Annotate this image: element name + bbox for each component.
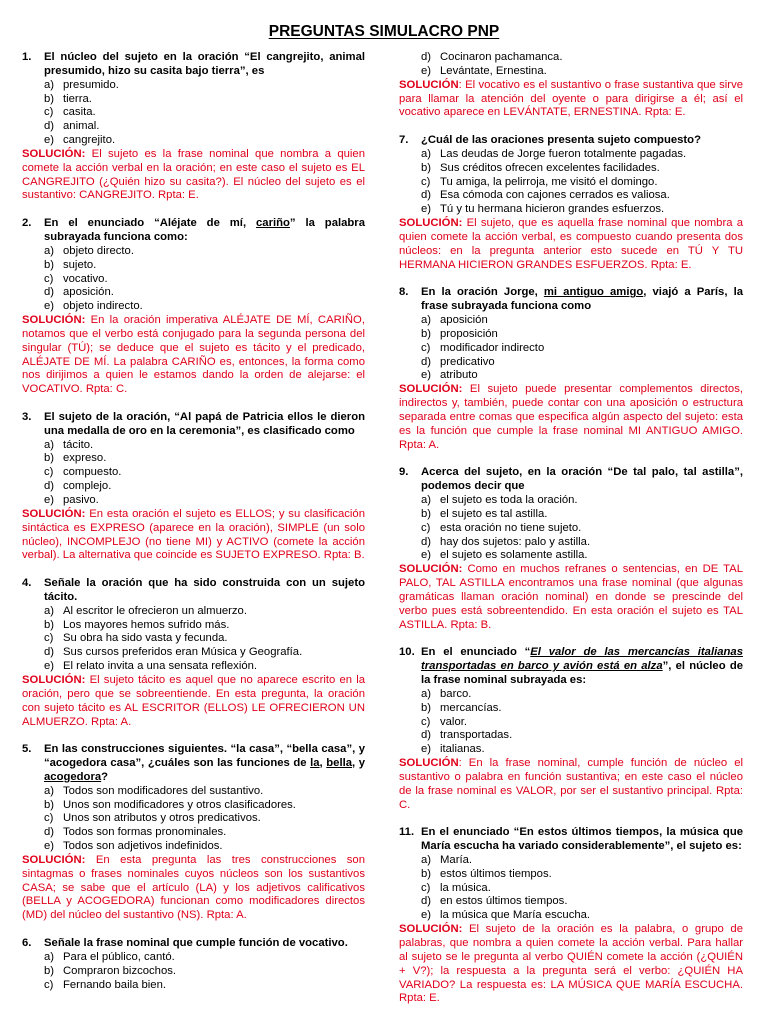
option-item (421, 51, 743, 65)
option-item (44, 452, 365, 466)
solution-body: En esta pregunta las tres construcciones son sintagmas o frases nominales cuyos núcleos son los sustantivos CASA; se sabe que el artículo (LA) y los adjetivos calificativos (BELLA y ACOGEDORA) funcionan como modificadores directos (MD) del núcleo del sustantivo (NS). Rpta: A. (22, 853, 365, 922)
question-text (421, 646, 743, 688)
option-text: hay dos sujetos: palo y astilla. (440, 535, 591, 548)
option-item (421, 868, 743, 882)
option-letter: c) (44, 812, 54, 825)
option-item (44, 605, 365, 619)
question-text-part: , viajó a París, la frase subrayada funciona como (421, 286, 743, 313)
option-letter: c) (421, 881, 431, 894)
solution-text (399, 383, 743, 452)
option-text: aposición. (63, 286, 114, 299)
solution-body: : El vocativo es el sustantivo o frase sustantiva que sirve para llamar la atención del oyente o para dirigirse a él; así el vocativo aparece en LEVÁNTATE, ERNESTINA. Rpta: E. (399, 78, 743, 119)
option-text: presumido. (63, 78, 119, 91)
option-text: Su obra ha sido vasta y fecunda. (63, 632, 228, 645)
option-letter: b) (44, 258, 55, 271)
option-letter: e) (44, 300, 55, 313)
question-text-part: Señale la oración que ha sido construida con un sujeto tácito. (44, 577, 365, 603)
solution-text (399, 757, 743, 812)
question-heading (22, 577, 365, 605)
option-letter: c) (44, 466, 54, 479)
solution-body: El sujeto puede presentar complementos directos, indirectos y, también, puede contar con una aposición o estructura separada entre comas que especifica algún aspecto del sujeto: esta es la función que cumple la frase nominal MI ANTIGUO AMIGO. Rpta: A. (399, 383, 743, 451)
question-block (399, 826, 743, 1006)
option-text: la música. (440, 881, 491, 894)
option-text: animal. (63, 120, 100, 133)
option-letter: a) (421, 314, 432, 327)
question-block (22, 743, 365, 923)
solution-label: SOLUCIÓN (399, 757, 459, 770)
question-text-part: En el enunciado “ (421, 646, 531, 659)
option-item (421, 65, 743, 79)
solution-text (22, 674, 365, 729)
options-list (44, 245, 365, 314)
option-item (44, 245, 365, 259)
option-item (421, 702, 743, 716)
option-text: predicativo (440, 355, 495, 368)
question-block (22, 411, 365, 563)
solution-body: En la oración imperativa ALÉJATE DE MÍ, CARIÑO, notamos que el verbo está conjugado para la segunda persona del singular (TÚ); se deduce que el sujeto es tácito y el predicado, ALÉJATE DE MÍ. La palabra CARIÑO es, entonces, la forma como nos dirijimos a quien le estamos dando la orden de alejarse: el VOCATIVO. Rpta: C. (22, 314, 365, 396)
solution-body: El sujeto es la frase nominal que nombra a quien comete la acción verbal en la oración; en este caso el sujeto es EL CANGREJITO (¿Quién hizo su casita?). El núcleo del sujeto es el sustantivo: CANGREJITO. Rpta: E. (22, 147, 365, 202)
option-item (421, 369, 743, 383)
option-letter: c) (421, 715, 431, 728)
question-block (22, 937, 365, 992)
underlined-text: mi antiguo amigo (543, 286, 644, 299)
question-text (421, 286, 743, 314)
solution-label: SOLUCIÓN: (399, 923, 463, 936)
option-item (421, 522, 743, 536)
question-number: 8. (399, 286, 409, 299)
option-item (44, 259, 365, 273)
question-text-part: En la oración Jorge, (421, 286, 544, 299)
option-text: Los mayores hemos sufrido más. (63, 618, 230, 631)
option-letter: e) (44, 494, 55, 506)
solution-text (22, 314, 365, 397)
question-number: 9. (399, 466, 409, 479)
question-heading (399, 286, 743, 314)
solution-body: : En la frase nominal, cumple función de núcleo el sustantivo o palabra en función sustantiva; en este caso el núcleo de la frase nominal es VALOR, por ser el sustantivo principal. Rpta: C. (399, 757, 743, 811)
right-column (399, 51, 743, 1020)
option-item (44, 812, 365, 826)
option-letter: e) (421, 909, 432, 922)
option-item (421, 895, 743, 909)
solution-text (399, 79, 743, 121)
option-letter: d) (421, 895, 432, 908)
option-letter: a) (44, 78, 55, 91)
option-letter: c) (421, 521, 431, 534)
question-text-part: ? (101, 770, 109, 783)
options-list (421, 314, 743, 383)
option-item (421, 328, 743, 342)
question-block (399, 134, 743, 272)
solution-label: SOLUCIÓN: (22, 147, 86, 160)
solution-label: SOLUCIÓN: (399, 217, 463, 230)
question-text-part: El sujeto de la oración, “Al papá de Patricia ellos le dieron una medalla de oro en la ceremonia”, es clasificado como (44, 410, 365, 437)
question-text (44, 217, 365, 245)
option-letter: b) (421, 507, 432, 520)
option-text: Sus cursos preferidos eran Música y Geografía. (63, 646, 303, 659)
underlined-text: acogedora (44, 770, 102, 783)
option-letter: a) (44, 438, 55, 451)
option-text: Las deudas de Jorge fueron totalmente pagadas. (440, 147, 687, 160)
option-letter: c) (44, 632, 54, 645)
option-text: sujeto. (63, 258, 97, 271)
option-text: Todos son formas pronominales. (63, 826, 227, 839)
option-letter: c) (421, 175, 431, 188)
options-list (44, 439, 365, 508)
question-heading (22, 411, 365, 439)
question-text-part: ¿Cuál de las oraciones presenta sujeto compuesto? (421, 134, 701, 147)
question-block (399, 286, 743, 452)
options-list (44, 785, 365, 854)
solution-text (399, 563, 743, 632)
option-item (44, 646, 365, 660)
option-text: Fernando baila bien. (63, 978, 167, 991)
question-block (22, 51, 365, 203)
option-item (421, 203, 743, 217)
option-text: complejo. (63, 480, 112, 493)
option-item (44, 785, 365, 799)
option-letter: a) (421, 494, 432, 506)
underlined-text: bella (326, 757, 353, 770)
question-number: 3. (22, 410, 32, 423)
option-text: estos últimos tiempos. (440, 867, 552, 880)
option-text: italianas. (440, 743, 485, 756)
option-item (421, 314, 743, 328)
option-letter: e) (44, 660, 55, 673)
option-text: Al escritor le ofrecieron un almuerzo. (63, 604, 247, 617)
option-item (44, 826, 365, 840)
question-heading (399, 466, 743, 494)
question-heading (22, 51, 365, 79)
option-text: el sujeto es toda la oración. (440, 494, 578, 506)
option-item (44, 300, 365, 314)
option-letter: a) (44, 784, 55, 797)
option-text: expreso. (63, 452, 107, 465)
option-text: modificador indirecto (440, 341, 545, 354)
option-text: Compraron bizcochos. (63, 964, 177, 977)
underlined-text: la (310, 757, 320, 770)
option-letter: d) (421, 189, 432, 202)
solution-body: El sujeto, que es aquella frase nominal que nombra a quien comete la acción verbal, es compuesto cuando presenta dos núcleos: en la pregunta anterior esto sucede en TÚ Y TU HERMANA HICIERON GRANDES ESFUERZOS. Rpta: E. (399, 217, 743, 271)
option-text: Esa cómoda con cajones cerrados es valiosa. (440, 189, 670, 202)
solution-label: SOLUCIÓN: (22, 673, 86, 686)
option-letter: a) (421, 853, 432, 866)
option-item (44, 951, 365, 965)
option-letter: b) (44, 964, 55, 977)
option-text: Unos son atributos y otros predicativos. (63, 812, 261, 825)
option-text: el sujeto es solamente astilla. (440, 549, 588, 562)
option-item (44, 632, 365, 646)
option-letter: e) (421, 64, 432, 77)
solution-body: Como en muchos refranes o sentencias, en DE TAL PALO, TAL ASTILLA encontramos una frase nominal (que algunas gramáticas llaman oración nominal) en donde se prescinde del verbo pues está sobreentendido. En esta oración el sujeto es TAL ASTILLA. Rpta: B. (399, 563, 743, 631)
question-number: 4. (22, 577, 32, 590)
option-item (44, 979, 365, 993)
option-item (44, 660, 365, 674)
option-letter: d) (421, 51, 432, 63)
question-number: 11. (399, 826, 415, 839)
option-letter: b) (421, 327, 432, 340)
underlined-text: cariño (256, 217, 290, 230)
question-text (44, 411, 365, 439)
question-heading (22, 743, 365, 785)
option-letter: e) (421, 369, 432, 382)
option-letter: e) (421, 549, 432, 562)
question-block (22, 577, 365, 729)
option-text: Levántate, Ernestina. (440, 64, 547, 77)
option-item (421, 162, 743, 176)
option-text: en estos últimos tiempos. (440, 895, 568, 908)
option-letter: e) (421, 203, 432, 216)
underlined-text: El valor de las mercancías italianas transportadas en barco y avión está en alza (421, 646, 743, 673)
option-letter: c) (44, 272, 54, 285)
solution-label: SOLUCIÓN: (22, 314, 86, 327)
option-item (421, 342, 743, 356)
question-text-part: ” la palabra subrayada funciona como: (44, 217, 365, 243)
option-letter: d) (44, 286, 55, 299)
option-letter: d) (44, 480, 55, 493)
option-text: Todos son adjetivos indefinidos. (63, 840, 223, 853)
option-letter: b) (44, 618, 55, 631)
options-list (421, 494, 743, 563)
option-item (44, 93, 365, 107)
question-text-part: , (319, 757, 327, 770)
solution-text (22, 148, 365, 203)
option-item (421, 356, 743, 370)
option-text: Tu amiga, la pelirroja, me visitó el domingo. (440, 175, 658, 188)
option-letter: a) (421, 687, 432, 700)
option-item (421, 688, 743, 702)
option-item (421, 549, 743, 563)
solution-label: SOLUCIÓN: (399, 383, 463, 396)
question-text (421, 826, 743, 854)
question-heading (22, 937, 365, 951)
question-heading (399, 826, 743, 854)
solution-text (399, 217, 743, 272)
question-text (421, 134, 743, 148)
option-item (44, 134, 365, 148)
option-text: objeto directo. (63, 244, 134, 257)
solution-label: SOLUCIÓN: (22, 507, 86, 520)
question-text (44, 937, 365, 951)
options-list (421, 688, 743, 757)
option-item (421, 882, 743, 896)
option-text: atributo (440, 369, 478, 382)
option-text: tierra. (63, 92, 92, 105)
question-text (44, 743, 365, 785)
option-letter: b) (421, 161, 432, 174)
option-text: mercancías. (440, 701, 502, 714)
option-item (421, 729, 743, 743)
question-text-part: , y (352, 757, 366, 770)
option-item (44, 480, 365, 494)
option-text: proposición (440, 327, 498, 340)
solution-label: SOLUCIÓN (399, 78, 459, 91)
option-item (44, 439, 365, 453)
option-text: vocativo. (63, 272, 108, 285)
option-text: Todos son modificadores del sustantivo. (63, 784, 264, 797)
question-number: 10. (399, 646, 415, 659)
solution-body: El sujeto de la oración es la palabra, o grupo de palabras, que nombra a quien comete la acción verbal. Para hallar al sujeto se le pregunta al verbo QUIÉN comete la acción (¿QUIÉN + V?); la respuesta a la pregunta será el verbo: ¿QUIÉN HA VARIADO? La respuesta es: LA MÚSICA QUE MARÍA ESCUCHA. Rpta: E. (399, 923, 743, 1005)
option-item (44, 799, 365, 813)
option-text: esta oración no tiene sujeto. (440, 521, 582, 534)
option-item (421, 743, 743, 757)
solution-label: SOLUCIÓN: (399, 563, 463, 576)
option-text: valor. (440, 715, 468, 728)
page-title: PREGUNTAS SIMULACRO PNP (268, 23, 500, 40)
question-block (22, 217, 365, 397)
solution-label: SOLUCIÓN: (22, 853, 86, 866)
options-list (44, 79, 365, 148)
option-text: Tú y tu hermana hicieron grandes esfuerzos. (440, 203, 665, 216)
question-text-part: Acerca del sujeto, en la oración “De tal palo, tal astilla”, podemos decir que (421, 466, 743, 493)
options-list (44, 951, 365, 993)
option-letter: d) (421, 729, 432, 742)
option-letter: d) (421, 535, 432, 548)
question-number: 2. (22, 217, 32, 230)
option-text: el sujeto es tal astilla. (440, 507, 548, 520)
question-block (399, 466, 743, 632)
option-item (44, 79, 365, 93)
option-letter: e) (44, 134, 55, 147)
option-letter: b) (44, 452, 55, 465)
question-block (399, 646, 743, 812)
question-text-part: Señale la frase nominal que cumple función de vocativo. (44, 937, 348, 949)
option-letter: a) (421, 147, 432, 160)
option-item (421, 148, 743, 162)
solution-text (399, 923, 743, 1006)
option-item (421, 909, 743, 923)
option-item (421, 176, 743, 190)
question-heading (22, 217, 365, 245)
option-text: Unos son modificadores y otros clasificadores. (63, 798, 296, 811)
option-text: casita. (63, 106, 96, 119)
options-list (421, 854, 743, 923)
question-text-part: En el enunciado “En estos últimos tiempos, la música que María escucha ha variado considerablemente”, el sujeto es: (421, 826, 743, 853)
option-text: compuesto. (63, 466, 122, 479)
option-letter: d) (44, 826, 55, 839)
option-item (421, 854, 743, 868)
option-item (44, 619, 365, 633)
option-letter: c) (44, 978, 54, 991)
option-letter: d) (44, 120, 55, 133)
option-letter: a) (44, 950, 55, 963)
option-letter: d) (44, 646, 55, 659)
option-text: Para el público, cantó. (63, 950, 175, 963)
option-letter: b) (44, 798, 55, 811)
option-text: objeto indirecto. (63, 300, 143, 313)
question-number: 7. (399, 134, 409, 147)
question-number: 5. (22, 743, 32, 756)
option-item (421, 508, 743, 522)
option-letter: c) (44, 106, 54, 119)
option-item (44, 840, 365, 854)
option-text: Sus créditos ofrecen excelentes facilidades. (440, 161, 660, 174)
left-column (22, 51, 365, 1006)
option-item (44, 965, 365, 979)
option-item (421, 536, 743, 550)
option-letter: a) (44, 604, 55, 617)
options-list (421, 51, 743, 79)
option-item (44, 106, 365, 120)
options-list (421, 148, 743, 217)
option-item (421, 494, 743, 508)
question-text-part: En las construcciones siguientes. “la casa”, “bella casa”, y “acogedora casa”, ¿cuáles son las funciones de (44, 743, 365, 770)
option-letter: b) (44, 92, 55, 105)
option-text: transportadas. (440, 729, 513, 742)
option-letter: e) (44, 840, 55, 853)
option-item (44, 120, 365, 134)
option-text: María. (440, 853, 473, 866)
option-text: barco. (440, 687, 472, 700)
option-text: Cocinaron pachamanca. (440, 51, 563, 63)
question-heading (399, 646, 743, 688)
question-number: 6. (22, 937, 32, 949)
option-letter: b) (421, 701, 432, 714)
option-item (44, 273, 365, 287)
question-text-part: En el enunciado “Aléjate de mí, (44, 217, 256, 230)
option-letter: e) (421, 743, 432, 756)
question-block (399, 51, 743, 120)
solution-text (22, 508, 365, 563)
option-item (44, 286, 365, 300)
option-text: cangrejito. (63, 134, 116, 147)
option-letter: d) (421, 355, 432, 368)
question-text-part: El núcleo del sujeto en la oración “El cangrejito, animal presumido, hizo su casita bajo tierra”, es (44, 51, 365, 77)
question-number: 1. (22, 51, 32, 63)
option-item (44, 494, 365, 508)
option-text: pasivo. (63, 494, 99, 506)
option-text: tácito. (63, 438, 94, 451)
solution-text (22, 854, 365, 923)
solution-body: El sujeto tácito es aquel que no aparece escrito en la oración, pero que se sobreentiende. En esta pregunta, la oración con sujeto tácito es AL ESCRITOR (ELLOS) LE OFRECIERON UN ALMUERZO. Rpta: A. (22, 673, 365, 728)
question-text-part: ”, el núcleo de la frase nominal subrayada es: (421, 660, 744, 686)
option-item (44, 466, 365, 480)
question-text (421, 466, 743, 494)
options-list (44, 605, 365, 674)
option-item (421, 189, 743, 203)
question-text (44, 51, 365, 79)
question-text (44, 577, 365, 605)
option-text: aposición (440, 314, 488, 327)
option-text: El relato invita a una sensata reflexión. (63, 660, 258, 673)
option-letter: a) (44, 244, 55, 257)
option-letter: b) (421, 867, 432, 880)
solution-body: En esta oración el sujeto es ELLOS; y su clasificación sintáctica es EXPRESO (aparece en la oración), SIMPLE (un solo núcleo), INCOMPLEJO (no tiene MI) y ACTIVO (comete la acción verbal). La alternativa que coincide es SUJETO EXPRESO. Rpta: B. (22, 507, 365, 562)
option-item (421, 716, 743, 730)
question-heading (399, 134, 743, 148)
option-text: la música que María escucha. (440, 909, 591, 922)
option-letter: c) (421, 341, 431, 354)
